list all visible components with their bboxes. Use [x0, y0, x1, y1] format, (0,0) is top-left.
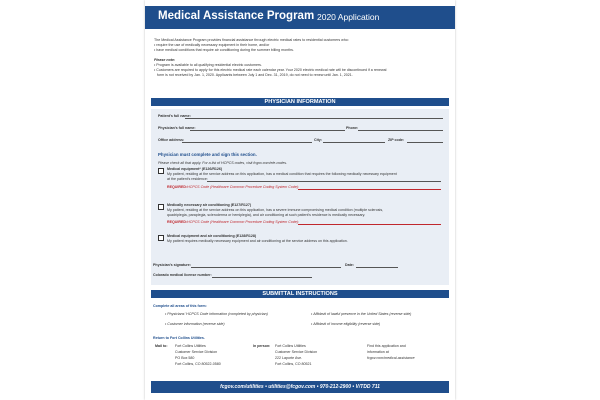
intro-text: The Medical Assistance Program provides financial assistance through electric medical rates to residential customers who: — [154, 38, 349, 42]
mail-label: Mail to: — [155, 344, 168, 348]
physician-panel — [151, 109, 449, 285]
option-desc: My patient, residing at the service address on this application, has a medical condition that requires the following medically necessary equipment — [167, 172, 397, 176]
mail-line: Fort Collins, CO 80522-0580 — [175, 362, 221, 366]
option-desc: My patient, residing at the service address on this application, has a severe immune compromising medical condition (multiple sclerosis, — [167, 208, 384, 212]
required-label: REQUIRED: — [167, 185, 188, 189]
note-bullet-cont: form is not received by Jan. 1, 2020. Applicants between July 1 and Dec. 31, 2019, do not need to renew until Jan. 1, 2021. — [157, 73, 353, 77]
person-line: 222 Laporte Ave. — [275, 356, 303, 360]
date-label: Date: — [345, 263, 354, 267]
air-conditioning-checkbox[interactable] — [158, 204, 164, 210]
hcpcs-label: HCPCS Code (Healthcare Common Procedure Coding System Code): — [187, 220, 300, 224]
person-line: Fort Collins, CO 80521 — [275, 362, 312, 366]
in-person-label: In person: — [253, 344, 271, 348]
zip-field[interactable] — [407, 142, 443, 143]
option-title: Medical equipment and air conditioning (E128/R128) — [167, 234, 257, 238]
submittal-item: • Customer information (reverse side) — [165, 322, 225, 326]
required-label: REQUIRED: — [167, 220, 188, 224]
license-field[interactable] — [212, 277, 312, 278]
mail-line: Customer Service Division — [175, 350, 218, 354]
office-address-field[interactable] — [182, 142, 312, 143]
submittal-item: • Physicians' HCPCS Code information (completed by physician) — [165, 312, 268, 316]
phone-field[interactable] — [358, 130, 443, 131]
online-line: Find this application and — [367, 344, 406, 348]
submittal-section-bar: SUBMITTAL INSTRUCTIONS — [151, 290, 449, 298]
equipment-field[interactable] — [207, 181, 441, 182]
online-line: information at — [367, 350, 389, 354]
hcpcs-field[interactable] — [298, 224, 441, 225]
return-heading: Return to Fort Collins Utilities. — [153, 336, 205, 340]
note-bullet: • Program is available to all qualifying residential electric customers. — [154, 63, 262, 67]
medical-equipment-checkbox[interactable] — [158, 168, 164, 174]
note-heading: Please note: — [154, 58, 176, 62]
physician-name-label: Physician's full name: — [158, 126, 196, 130]
mail-line: Fort Collins Utilities — [175, 344, 206, 348]
option-desc: at the patient's residence: — [167, 177, 208, 181]
hcpcs-check-note: Please check all that apply. For a list of HCPCS codes, visit fcgov.com/ele-codes. — [158, 161, 288, 165]
note-bullet: • Customers are required to apply for this electric medical rate each calendar year. Your 2020 electric medical rate will be discontinued if a renewal — [154, 68, 387, 72]
intro-bullet: • require the use of medically necessary equipment in their home, and/or — [154, 43, 270, 47]
option-desc: My patient requires medically necessary equipment and air conditioning at the service address on this application. — [167, 239, 348, 243]
header-banner — [145, 6, 455, 29]
physician-name-field[interactable] — [190, 130, 345, 131]
person-line: Fort Collins Utilities — [275, 344, 306, 348]
physician-complete-heading: Physician must complete and sign this section. — [158, 152, 257, 157]
patient-name-field[interactable] — [185, 118, 443, 119]
zip-label: ZIP code: — [388, 138, 405, 142]
city-field[interactable] — [323, 142, 385, 143]
city-label: City: — [314, 138, 322, 142]
option-title: Medical equipment* (E126/R126) — [167, 167, 223, 171]
complete-all-heading: Complete all areas of this form: — [153, 304, 207, 308]
page-title: Medical Assistance Program — [158, 10, 315, 22]
signature-label: Physician's signature: — [153, 263, 192, 267]
mail-line: PO Box 580 — [175, 356, 195, 360]
license-label: Colorado medical license number: — [153, 273, 212, 277]
application-page — [145, 0, 455, 400]
option-title: Medically necessary air conditioning (E127/R127) — [167, 203, 252, 207]
submittal-item: • Affidavit of lawful presence in the United States (reverse side) — [311, 312, 412, 316]
option-desc: quadriplegia, paraplegia, scleroderma or hemiplegia), and air conditioning at such patient's residence is medically necessary. — [167, 213, 366, 217]
page-subtitle: 2020 Application — [317, 12, 380, 22]
hcpcs-label: HCPCS Code (Healthcare Common Procedure Coding System Code): — [187, 185, 300, 189]
patient-name-label: Patient's full name: — [158, 114, 191, 118]
office-address-label: Office address: — [158, 138, 185, 142]
footer-banner: fcgov.com/utilities • utilities@fcgov.com • 970-212-2900 • V/TDD 711 — [151, 381, 449, 393]
signature-field[interactable] — [191, 267, 341, 268]
date-field[interactable] — [356, 267, 398, 268]
equipment-and-ac-checkbox[interactable] — [158, 235, 164, 241]
phone-label: Phone: — [346, 126, 359, 130]
online-link[interactable]: fcgov.com/medical-assistance — [367, 356, 415, 360]
physician-section-bar: PHYSICIAN INFORMATION — [151, 98, 449, 106]
submittal-item: • Affidavit of income eligibility (reverse side) — [311, 322, 381, 326]
intro-bullet: • have medical conditions that require air conditioning during the summer billing months. — [154, 48, 294, 52]
hcpcs-field[interactable] — [298, 189, 441, 190]
person-line: Customer Service Division — [275, 350, 318, 354]
